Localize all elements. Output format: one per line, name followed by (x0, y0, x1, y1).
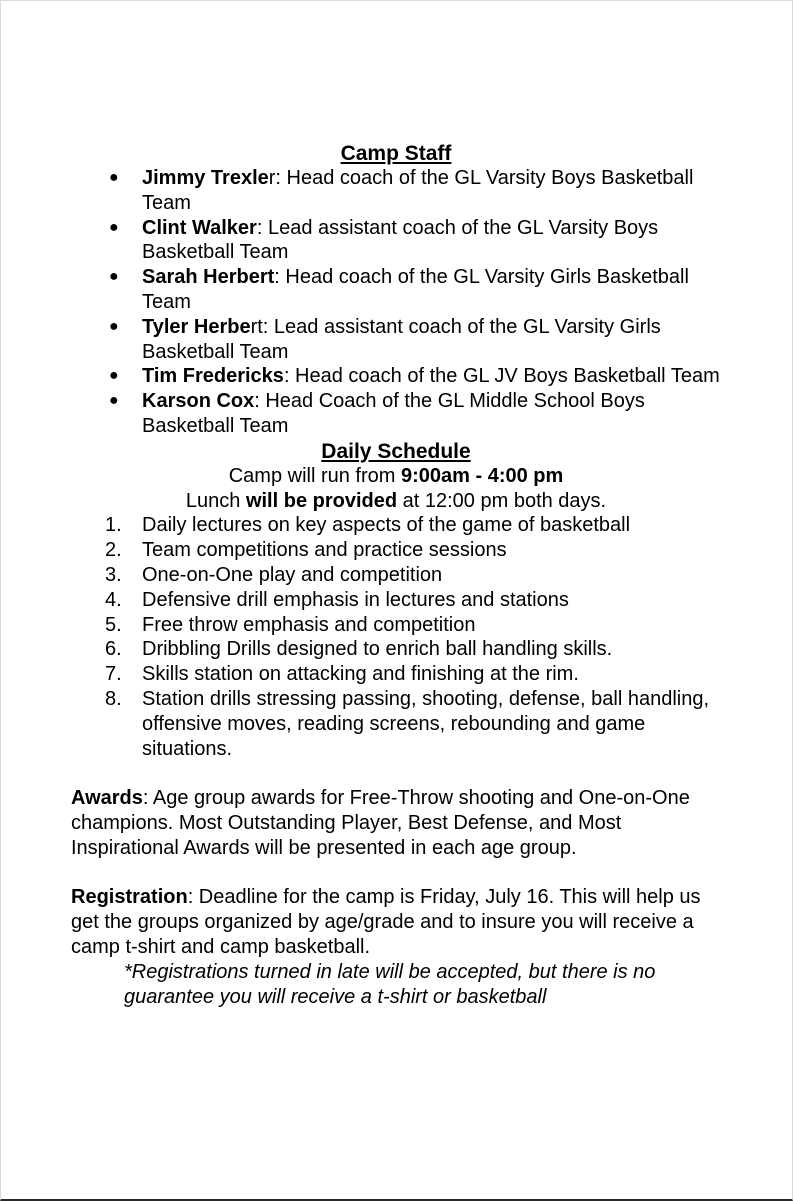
registration-label: Registration (71, 886, 188, 909)
item-number: 4. (105, 588, 122, 611)
list-item (71, 513, 721, 538)
item-number: 5. (105, 613, 122, 636)
staff-name: Karson Cox (142, 390, 255, 413)
lunch-bold: will be provided (245, 489, 398, 512)
lunch-info (71, 489, 721, 514)
camp-hours-prefix: Camp will run from (228, 464, 401, 487)
spacer (71, 761, 721, 786)
bullet-icon: ● (109, 169, 119, 186)
bullet-icon: ● (109, 392, 119, 410)
list-item (71, 588, 721, 613)
spacer (71, 861, 721, 886)
list-item (71, 538, 721, 563)
awards-paragraph (71, 786, 721, 860)
staff-description: : Head coach of the GL Varsity Boys Basketball Team (142, 167, 694, 214)
item-text: Team competitions and practice sessions (142, 539, 507, 562)
staff-list (71, 166, 721, 439)
item-number: 8. (105, 687, 122, 710)
staff-name: Tim Fredericks (142, 365, 284, 388)
lunch-prefix: Lunch (185, 489, 246, 512)
registration-note: *Registrations turned in late will be accepted, but there is no guarantee you will receive a t-shirt or basketball (124, 960, 656, 1008)
staff-name-tail: r (268, 167, 276, 189)
list-item (71, 389, 721, 439)
item-number: 1. (105, 514, 122, 537)
list-item (71, 637, 721, 662)
staff-name: Tyler Herbe (142, 315, 251, 338)
staff-name: Sarah Herbert (142, 266, 275, 289)
bullet-icon: ● (109, 218, 119, 236)
item-text: Defensive drill emphasis in lectures and stations (142, 588, 569, 611)
awards-label: Awards (71, 787, 143, 810)
staff-description: : Lead assistant coach of the GL Varsity Girls Basketball Team (142, 315, 661, 363)
item-number: 3. (105, 563, 122, 586)
list-item (71, 563, 721, 588)
staff-description: : Head Coach of the GL Middle School Boys Basketball Team (142, 390, 645, 437)
list-item (71, 364, 721, 389)
registration-paragraph (71, 885, 721, 959)
schedule-list (71, 513, 721, 761)
registration-text: : Deadline for the camp is Friday, July 16. This will help us get the groups organized by age/grade and to insure you will receive a camp t-shirt and camp basketball. (71, 886, 701, 958)
list-item (71, 687, 721, 761)
staff-name-tail: rt (250, 315, 263, 338)
bullet-icon: ● (109, 268, 119, 286)
document-content (71, 141, 721, 1009)
item-text: Free throw emphasis and competition (142, 613, 476, 636)
camp-hours-time: 9:00am - 4:00 pm (400, 464, 564, 487)
bullet-icon: ● (109, 367, 119, 385)
awards-text: : Age group awards for Free-Throw shooting and One-on-One champions. Most Outstanding Player, Best Defense, and Most Inspirational Awards will be presented in each age group. (71, 787, 690, 859)
staff-description: : Head coach of the GL Varsity Girls Basketball Team (142, 266, 689, 313)
item-text: Daily lectures on key aspects of the game of basketball (142, 514, 631, 537)
item-text: One-on-One play and competition (142, 563, 443, 586)
item-text: Station drills stressing passing, shooting, defense, ball handling, offensive moves, reading screens, rebounding and game situations. (142, 687, 710, 760)
list-item (71, 265, 721, 315)
item-text: Skills station on attacking and finishing at the rim. (142, 663, 579, 686)
list-item (71, 662, 721, 687)
list-item (71, 613, 721, 638)
item-number: 2. (105, 539, 122, 562)
item-number: 7. (105, 663, 122, 686)
staff-description: : Lead assistant coach of the GL Varsity Boys Basketball Team (142, 216, 659, 264)
bullet-icon: ● (109, 317, 119, 335)
list-item (71, 315, 721, 365)
list-item (71, 166, 721, 216)
lunch-suffix: at 12:00 pm both days. (397, 489, 607, 512)
daily-schedule-heading: Daily Schedule (321, 439, 471, 463)
staff-description: : Head coach of the GL JV Boys Basketball Team (283, 365, 720, 388)
item-number: 6. (105, 638, 122, 661)
item-text: Dribbling Drills designed to enrich ball handling skills. (142, 638, 613, 661)
list-item (71, 216, 721, 266)
staff-name: Jimmy Trexle (142, 167, 269, 189)
camp-hours (71, 464, 721, 489)
staff-name: Clint Walker (142, 216, 257, 239)
camp-staff-heading: Camp Staff (340, 142, 452, 165)
